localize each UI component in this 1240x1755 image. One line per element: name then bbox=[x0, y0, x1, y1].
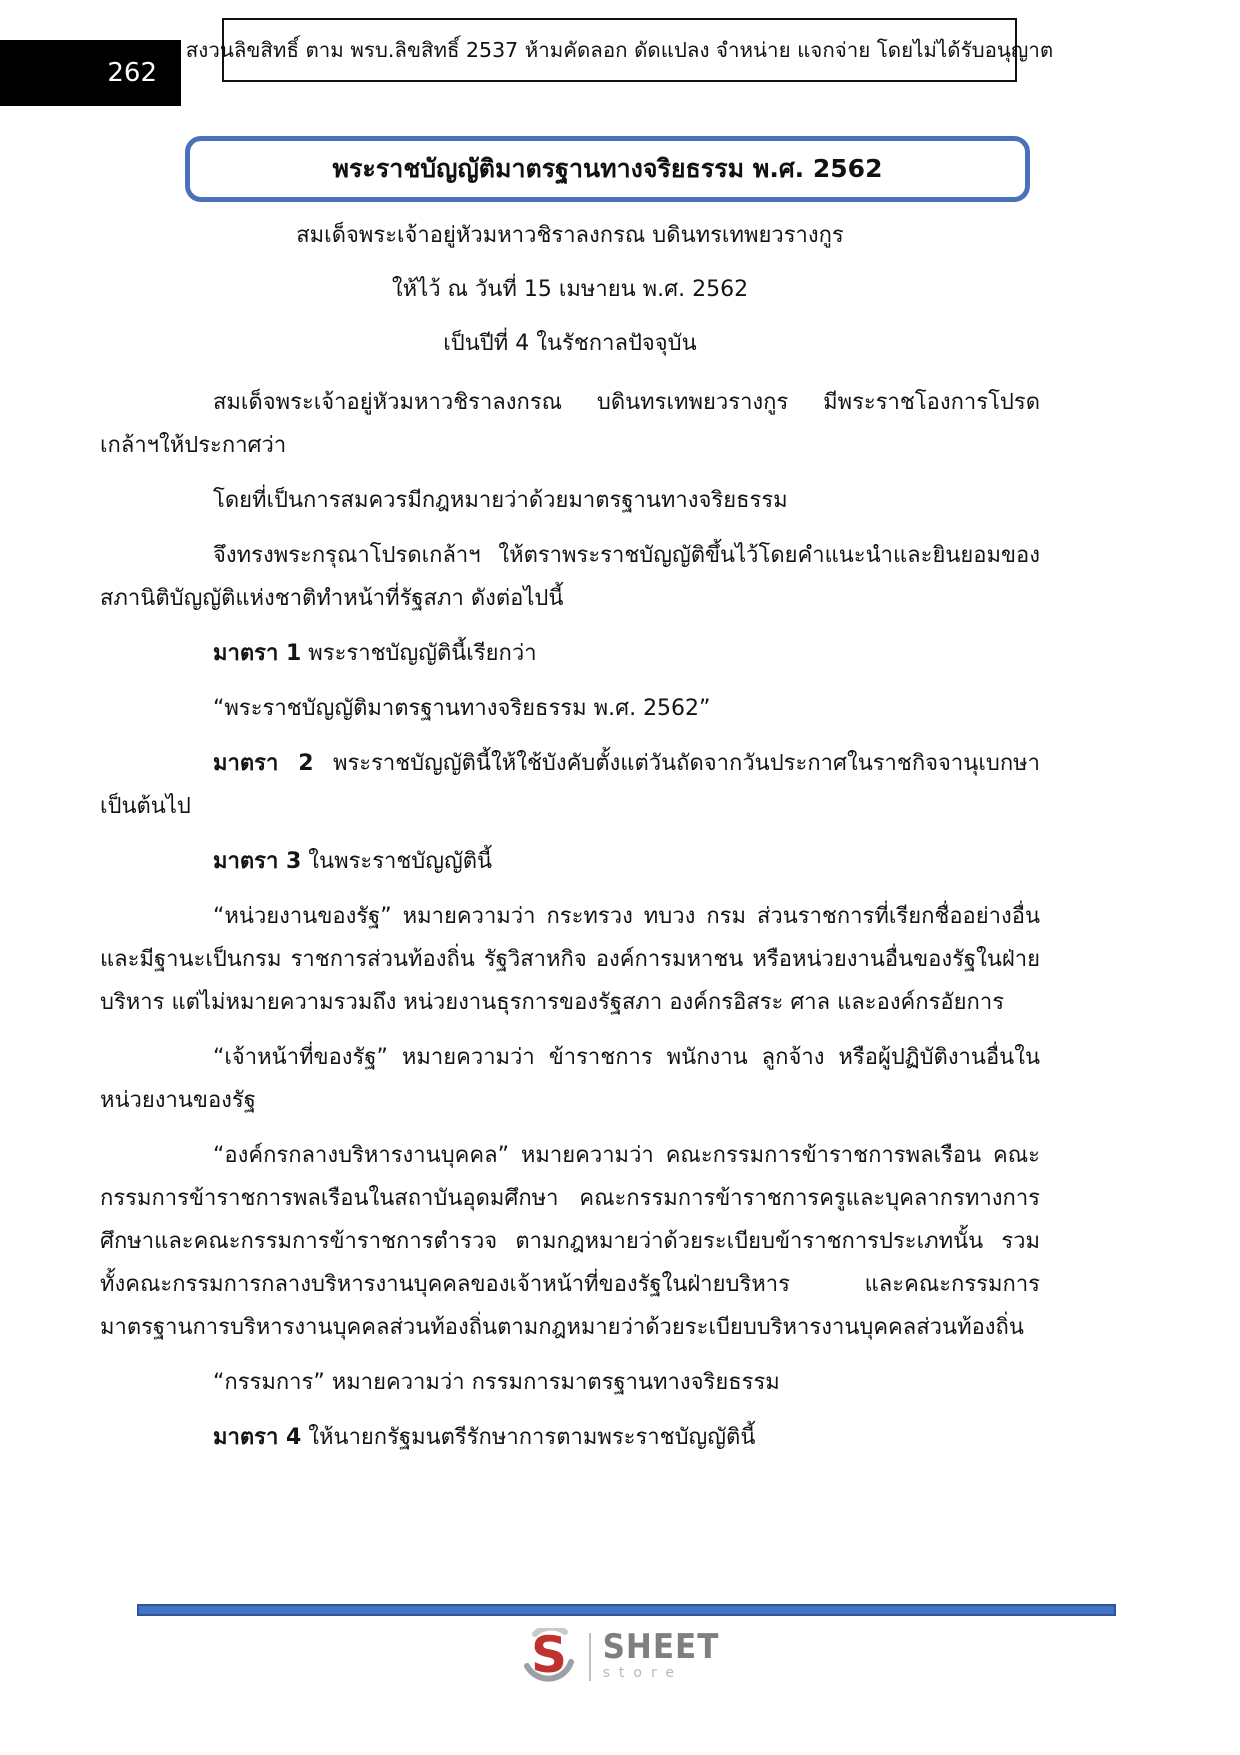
footer-logo bbox=[0, 1628, 1240, 1686]
paragraph-text: ในพระราชบัญญัตินี้ bbox=[308, 849, 493, 874]
document-body bbox=[100, 214, 1040, 1471]
paragraph-text: “หน่วยงานของรัฐ” หมายความว่า กระทรวง ทบวง กรม ส่วนราชการที่เรียกชื่ออย่างอื่นและมีฐานะเป็นกรม ราชการส่วนท้องถิ่น รัฐวิสาหกิจ องค์การมหาชน หรือหน่วยงานอื่นของรัฐในฝ่ายบริหาร แต่ไม่หมายความรวมถึง หน่วยงานธุรการของรัฐสภา องค์กรอิสระ ศาล และองค์กรอัยการ bbox=[100, 904, 1040, 1015]
paragraph-text: ให้นายกรัฐมนตรีรักษาการตามพระราชบัญญัตินี้ bbox=[308, 1425, 756, 1450]
paragraph-text: สมเด็จพระเจ้าอยู่หัวมหาวชิราลงกรณ บดินทรเทพยวรางกูร มีพระราชโองการโปรดเกล้าฯให้ประกาศว่า bbox=[100, 390, 1040, 458]
preamble-given-date: ให้ไว้ ณ วันที่ 15 เมษายน พ.ศ. 2562 bbox=[391, 277, 749, 302]
definition-state-agency bbox=[100, 895, 1040, 1024]
section-number: มาตรา 3 bbox=[213, 849, 302, 874]
paragraph-enactment bbox=[100, 534, 1040, 620]
section-number: มาตรา 1 bbox=[213, 641, 302, 666]
paragraph-text: โดยที่เป็นการสมควรมีกฎหมายว่าด้วยมาตรฐานทางจริยธรรม bbox=[213, 488, 788, 513]
page-number: 262 bbox=[107, 58, 157, 88]
paragraph-text: “องค์กรกลางบริหารงานบุคคล” หมายความว่า คณะกรรมการข้าราชการพลเรือน คณะกรรมการข้าราชการพลเรือนในสถาบันอุดมศึกษา คณะกรรมการข้าราชการครูและบุคลากรทางการศึกษาและคณะกรรมการข้าราชการตำรวจ ตามกฎหมายว่าด้วยระเบียบข้าราชการประเภทนั้น รวมทั้งคณะกรรมการกลางบริหารงานบุคคลของเจ้าหน้าที่ของรัฐในฝ่ายบริหาร และคณะกรรมการมาตรฐานการบริหารงานบุคคลส่วนท้องถิ่นตามกฎหมายว่าด้วยระเบียบบริหารงานบุคคลส่วนท้องถิ่น bbox=[100, 1143, 1040, 1340]
section-matra-1 bbox=[100, 632, 1040, 675]
logo-text bbox=[602, 1627, 720, 1682]
page-number-box bbox=[0, 40, 181, 106]
copyright-notice-box bbox=[185, 18, 1054, 82]
logo-divider bbox=[589, 1633, 591, 1681]
section-number: มาตรา 4 bbox=[213, 1425, 302, 1450]
definition-state-official bbox=[100, 1036, 1040, 1122]
act-title-box bbox=[185, 136, 1030, 202]
paragraph-text: จึงทรงพระกรุณาโปรดเกล้าฯ ให้ตราพระราชบัญญัติขึ้นไว้โดยคำแนะนำและยินยอมของสภานิติบัญญัติแห่งชาติทำหน้าที่รัฐสภา ดังต่อไปนี้ bbox=[100, 543, 1040, 611]
paragraph-text: พระราชบัญญัตินี้เรียกว่า bbox=[308, 641, 537, 666]
svg-text:S: S bbox=[530, 1628, 567, 1684]
preamble-reign-year: เป็นปีที่ 4 ในรัชกาลปัจจุบัน bbox=[443, 331, 697, 356]
paragraph-rationale bbox=[100, 479, 1040, 522]
section-matra-2 bbox=[100, 742, 1040, 828]
logo-name: SHEET bbox=[602, 1627, 720, 1667]
preamble-king-name: สมเด็จพระเจ้าอยู่หัวมหาวชิราลงกรณ บดินทรเทพยวรางกูร bbox=[296, 223, 844, 248]
paragraph-text: “เจ้าหน้าที่ของรัฐ” หมายความว่า ข้าราชการ พนักงาน ลูกจ้าง หรือผู้ปฏิบัติงานอื่นในหน่วยงานของรัฐ bbox=[100, 1045, 1040, 1113]
paragraph-text: “พระราชบัญญัติมาตรฐานทางจริยธรรม พ.ศ. 2562” bbox=[213, 696, 711, 721]
footer-divider-bar bbox=[137, 1604, 1116, 1616]
copyright-text: สงวนลิขสิทธิ์ ตาม พรบ.ลิขสิทธิ์ 2537 ห้ามคัดลอก ดัดแปลง จำหน่าย แจกจ่าย โดยไม่ได้รับอนุญาต bbox=[185, 37, 1054, 62]
act-title: พระราชบัญญัติมาตรฐานทางจริยธรรม พ.ศ. 2562 bbox=[332, 154, 883, 183]
logo-subtitle: store bbox=[602, 1665, 684, 1681]
section-number: มาตรา 2 bbox=[213, 751, 314, 776]
paragraph-act-name-quote bbox=[100, 687, 1040, 730]
s-swoosh-icon bbox=[521, 1628, 577, 1686]
paragraph-text: “กรรมการ” หมายความว่า กรรมการมาตรฐานทางจริยธรรม bbox=[213, 1370, 780, 1395]
section-matra-4 bbox=[100, 1416, 1040, 1459]
section-matra-3 bbox=[100, 840, 1040, 883]
sheet-store-logo-icon bbox=[521, 1628, 577, 1686]
paragraph-royal-command bbox=[100, 381, 1040, 467]
definition-committee-member bbox=[100, 1361, 1040, 1404]
definition-central-personnel-organization bbox=[100, 1134, 1040, 1349]
paragraph-text: พระราชบัญญัตินี้ให้ใช้บังคับตั้งแต่วันถัดจากวันประกาศในราชกิจจานุเบกษาเป็นต้นไป bbox=[100, 751, 1040, 819]
